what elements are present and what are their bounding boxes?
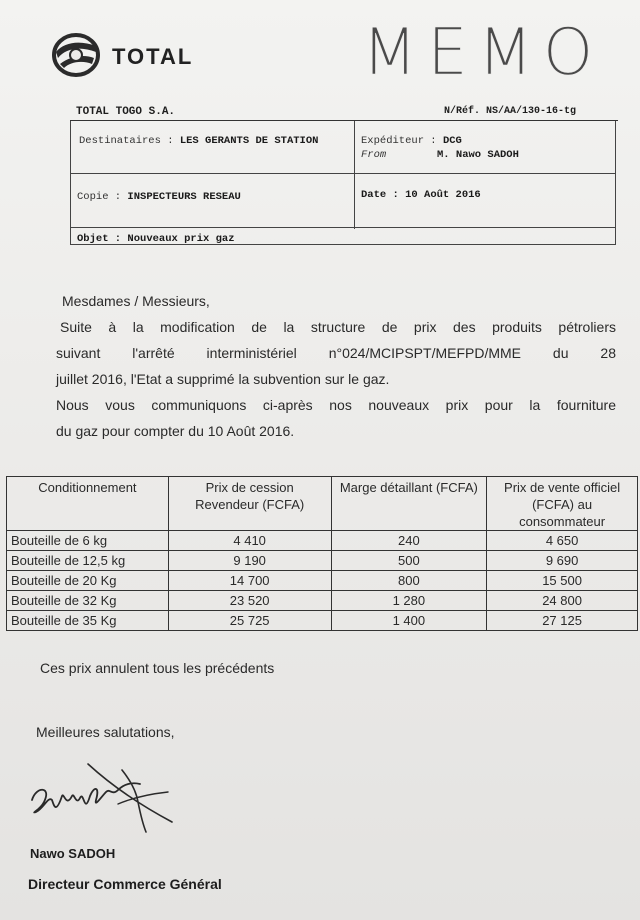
retail-margin-cell: 1 280 — [331, 591, 487, 611]
price-table — [6, 476, 638, 631]
reseller-price-cell: 25 725 — [168, 611, 331, 631]
retail-margin-cell: 500 — [331, 551, 487, 571]
table-row — [7, 591, 638, 611]
memo-header-table — [70, 121, 616, 245]
packaging-cell: Bouteille de 12,5 kg — [7, 551, 169, 571]
packaging-cell: Bouteille de 20 Kg — [7, 571, 169, 591]
table-row — [7, 571, 638, 591]
retail-margin-cell: 1 400 — [331, 611, 487, 631]
signer-name: Nawo SADOH — [30, 846, 116, 861]
consumer-price-cell: 9 690 — [487, 551, 638, 571]
column-header: Marge détaillant (FCFA) — [331, 477, 487, 531]
date-value: 10 Août 2016 — [405, 189, 481, 201]
body-line: Suite à la modification de la structure de prix des produits pétroliers — [60, 319, 616, 335]
signer-title: Directeur Commerce Général — [28, 876, 222, 892]
price-table-header-row — [7, 477, 638, 531]
subject-field — [77, 233, 235, 245]
sender-field — [361, 135, 462, 147]
from-label: From — [361, 149, 387, 161]
recipients-value: LES GERANTS DE STATION — [179, 135, 319, 147]
table-row — [7, 611, 638, 631]
column-header: Prix de cession Revendeur (FCFA) — [168, 477, 331, 531]
consumer-price-cell: 15 500 — [487, 571, 638, 591]
consumer-price-cell: 24 800 — [487, 591, 638, 611]
header-row-divider — [71, 173, 615, 174]
column-header: Conditionnement — [7, 477, 169, 531]
column-header: Prix de vente officiel (FCFA) au consommateur — [487, 477, 638, 531]
reseller-price-cell: 14 700 — [168, 571, 331, 591]
table-row — [7, 531, 638, 551]
consumer-price-cell: 4 650 — [487, 531, 638, 551]
reseller-price-cell: 9 190 — [168, 551, 331, 571]
retail-margin-cell: 800 — [331, 571, 487, 591]
body-line: suivant l'arrêté interministériel n°024/MCIPSPT/MEFPD/MME du 28 — [56, 345, 616, 361]
copy-label: Copie : — [77, 191, 122, 203]
brand-name: TOTAL — [112, 44, 194, 69]
header-column-divider — [354, 121, 355, 229]
header-row-divider — [71, 227, 615, 228]
sender-label: Expéditeur : — [361, 135, 437, 147]
reseller-price-cell: 4 410 — [168, 531, 331, 551]
closing-regards: Meilleures salutations, — [36, 724, 175, 740]
table-row — [7, 551, 638, 571]
copy-field — [77, 191, 241, 203]
subject-label: Objet : — [77, 233, 122, 245]
salutation: Mesdames / Messieurs, — [62, 293, 210, 309]
recipients-field — [79, 135, 318, 147]
price-notice: Ces prix annulent tous les précédents — [40, 660, 275, 676]
subject-value: Nouveaux prix gaz — [127, 233, 235, 245]
body-line: Nous vous communiquons ci-après nos nouveaux prix pour la fourniture — [56, 397, 616, 413]
document-type-title: MEMO — [362, 16, 604, 90]
company-name: TOTAL TOGO S.A. — [76, 106, 176, 118]
body-line: juillet 2016, l'Etat a supprimé la subvention sur le gaz. — [56, 371, 390, 387]
packaging-cell: Bouteille de 35 Kg — [7, 611, 169, 631]
total-logo-icon — [50, 32, 102, 78]
reseller-price-cell: 23 520 — [168, 591, 331, 611]
handwritten-signature — [22, 756, 182, 840]
recipients-label: Destinataires : — [79, 135, 174, 147]
retail-margin-cell: 240 — [331, 531, 487, 551]
copy-value: INSPECTEURS RESEAU — [127, 191, 241, 203]
packaging-cell: Bouteille de 6 kg — [7, 531, 169, 551]
date-field — [361, 189, 481, 201]
sender-value: DCG — [442, 135, 462, 147]
from-field — [437, 149, 519, 161]
memo-body — [56, 288, 616, 444]
packaging-cell: Bouteille de 32 Kg — [7, 591, 169, 611]
date-label: Date : — [361, 189, 399, 201]
reference-number: N/Réf. NS/AA/130-16-tg — [444, 106, 577, 117]
from-value: M. Nawo SADOH — [437, 149, 519, 161]
consumer-price-cell: 27 125 — [487, 611, 638, 631]
body-line: du gaz pour compter du 10 Août 2016. — [56, 423, 295, 439]
